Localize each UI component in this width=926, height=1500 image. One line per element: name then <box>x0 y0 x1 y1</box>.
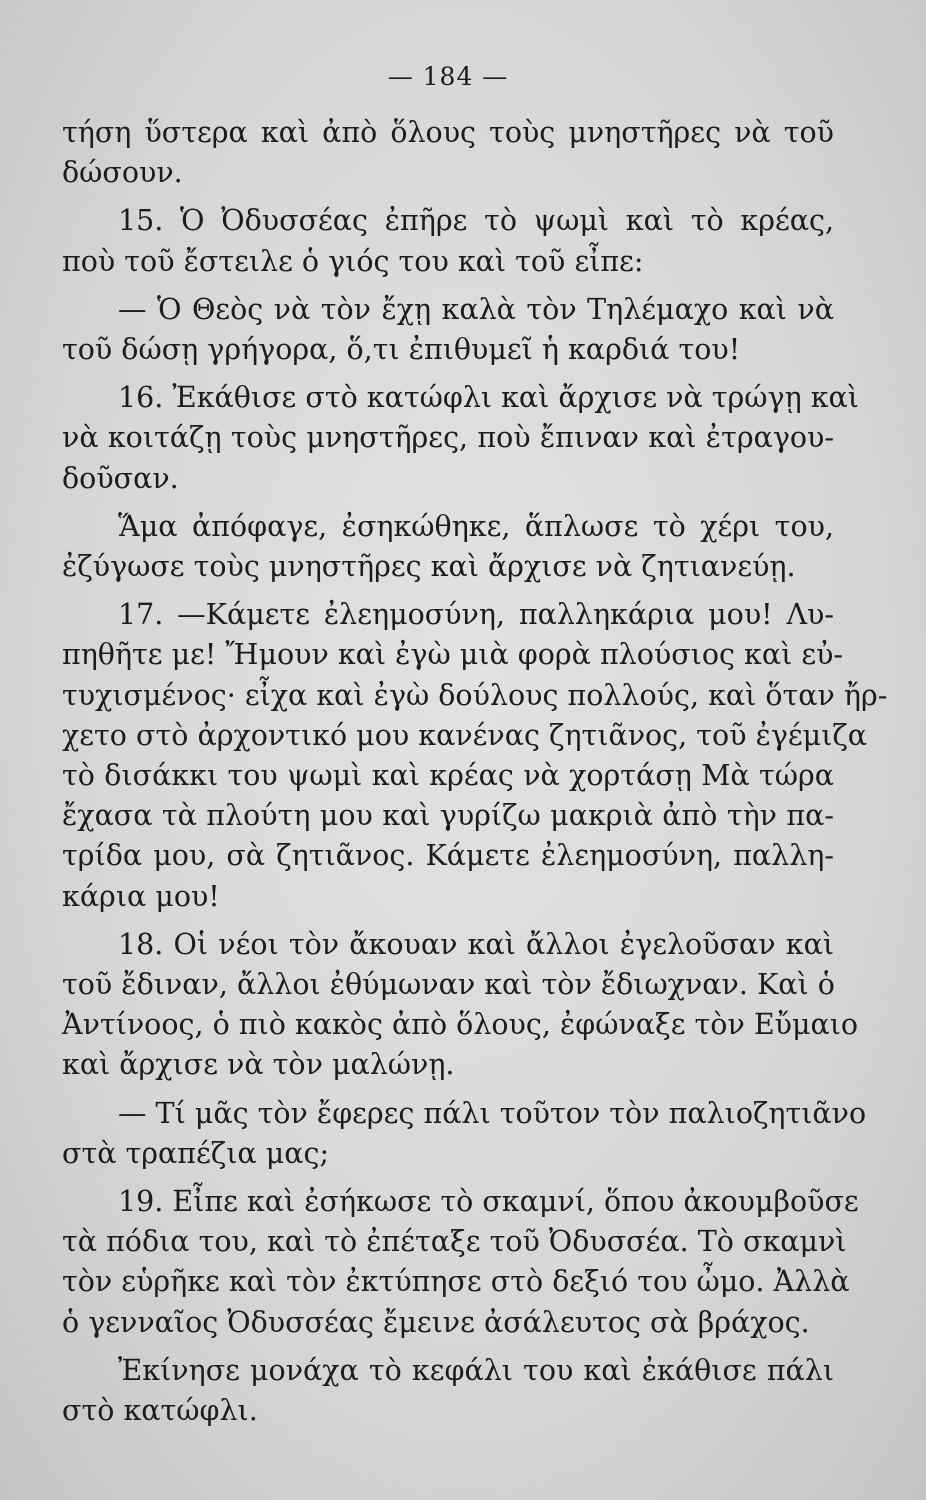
text-line: τήση ὕστερα καὶ ἀπὸ ὅλους τοὺς μνηστῆρες νὰ τοῦ <box>62 116 834 149</box>
text-line: 19. Εἶπε καὶ ἐσήκωσε τὸ σκαμνί, ὅπου ἀκουμβοῦσε <box>118 1185 859 1219</box>
paragraph-gap <box>62 587 834 595</box>
text-line: 16. Ἐκάθισε στὸ κατώφλι καὶ ἄρχισε νὰ τρώγῃ καὶ <box>118 381 859 415</box>
text-line: 15. Ὁ Ὀδυσσέας ἐπῆρε τὸ ψωμὶ καὶ τὸ κρέας, <box>118 204 834 238</box>
text-line: χετο στὸ ἀρχοντικό μου κανένας ζητιᾶνος, τοῦ ἐγέμιζα <box>62 718 868 752</box>
text-line: τὰ πόδια του, καὶ τὸ ἐπέταξε τοῦ Ὀδυσσέα. Τὸ σκαμνὶ <box>62 1225 847 1259</box>
text-line: ὁ γενναῖος Ὀδυσσέας ἔμεινε ἀσάλευτος σὰ βράχος. <box>62 1305 810 1339</box>
text-line: — Ὁ Θεὸς νὰ τὸν ἔχῃ καλὰ τὸν Τηλέμαχο καὶ νὰ <box>118 292 834 326</box>
text-line: τυχισμένος· εἶχα καὶ ἐγὼ δούλους πολλούς, καὶ ὅταν ἤρ- <box>62 678 888 712</box>
text-line: τὸ δισάκκι του ψωμὶ καὶ κρέας νὰ χορτάσῃ Μὰ τώρα <box>62 759 834 793</box>
paragraph <box>62 201 834 281</box>
paragraph-gap <box>62 370 834 378</box>
text-line: δοῦσαν. <box>62 461 179 495</box>
text-line: Ἀντίνοος, ὁ πιὸ κακὸς ἀπὸ ὅλους, ἐφώναξε τὸν Εὔμαιο <box>62 1008 859 1042</box>
text-line: ποὺ τοῦ ἔστειλε ὁ γιός του καὶ τοῦ εἶπε: <box>62 244 644 278</box>
text-line: στὰ τραπέζια μας; <box>62 1136 330 1170</box>
text-line: ἔχασα τὰ πλούτη μου καὶ γυρίζω μακριὰ ἀπὸ τὴν πα- <box>62 799 834 833</box>
text-line: πηθῆτε με! Ἤμουν καὶ ἐγὼ μιὰ φορὰ πλούσιος καὶ εὐ- <box>62 638 844 672</box>
paragraph-gap <box>62 917 834 925</box>
paragraph <box>62 925 859 1086</box>
paragraph <box>62 1182 859 1343</box>
paragraph-gap <box>62 282 834 290</box>
text-line: — Τί μᾶς τὸν ἔφερες πάλι τοῦτον τὸν παλιοζητιᾶνο <box>118 1096 867 1130</box>
paragraph <box>62 290 834 370</box>
text-line: 18. Οἱ νέοι τὸν ἄκουαν καὶ ἄλλοι ἐγελοῦσαν καὶ <box>118 927 834 961</box>
paragraph <box>62 595 888 917</box>
text-line: στὸ κατώφλι. <box>62 1394 258 1428</box>
text-line: νὰ κοιτάζῃ τοὺς μνηστῆρες, ποὺ ἔπιναν καὶ ἐτραγου- <box>62 421 834 455</box>
text-line: καὶ ἄρχισε νὰ τὸν μαλώνῃ. <box>62 1048 455 1082</box>
page-number: — 184 — <box>387 62 509 91</box>
text-line: κάρια μου! <box>62 879 220 913</box>
paragraph-gap <box>62 1086 834 1094</box>
text-line: ἐζύγωσε τοὺς μνηστῆρες καὶ ἄρχισε νὰ ζητιανεύῃ. <box>62 550 796 584</box>
paragraph-gap <box>62 1343 834 1351</box>
paragraph <box>62 113 834 193</box>
paragraph <box>62 378 859 499</box>
paragraph-gap <box>62 193 834 201</box>
paragraph <box>62 1351 834 1431</box>
text-line: Ἐκίνησε μονάχα τὸ κεφάλι του καὶ ἐκάθισε πάλι <box>118 1353 834 1387</box>
text-body <box>62 113 888 1431</box>
text-line: τρίδα μου, σὰ ζητιᾶνος. Κάμετε ἐλεημοσύνη, παλλη- <box>62 839 834 873</box>
text-line: δώσουν. <box>62 156 183 190</box>
text-line: τὸν εὑρῆκε καὶ τὸν ἐκτύπησε στὸ δεξιό του ὦμο. Ἀλλὰ <box>62 1265 850 1299</box>
paragraph <box>62 1094 867 1174</box>
paragraph-gap <box>62 499 834 507</box>
text-line: Ἅμα ἀπόφαγε, ἐσηκώθηκε, ἅπλωσε τὸ χέρι του, <box>118 509 834 543</box>
text-line: 17. —Κάμετε ἐλεημοσύνη, παλληκάρια μου! Λυ- <box>118 598 834 632</box>
text-line: τοῦ δώσῃ γρήγορα, ὅ,τι ἐπιθυμεῖ ἡ καρδιά του! <box>62 333 741 367</box>
paragraph-gap <box>62 1174 834 1182</box>
paragraph <box>62 507 834 587</box>
text-line: τοῦ ἔδιναν, ἄλλοι ἐθύμωναν καὶ τὸν ἔδιωχναν. Καὶ ὁ <box>62 968 835 1002</box>
